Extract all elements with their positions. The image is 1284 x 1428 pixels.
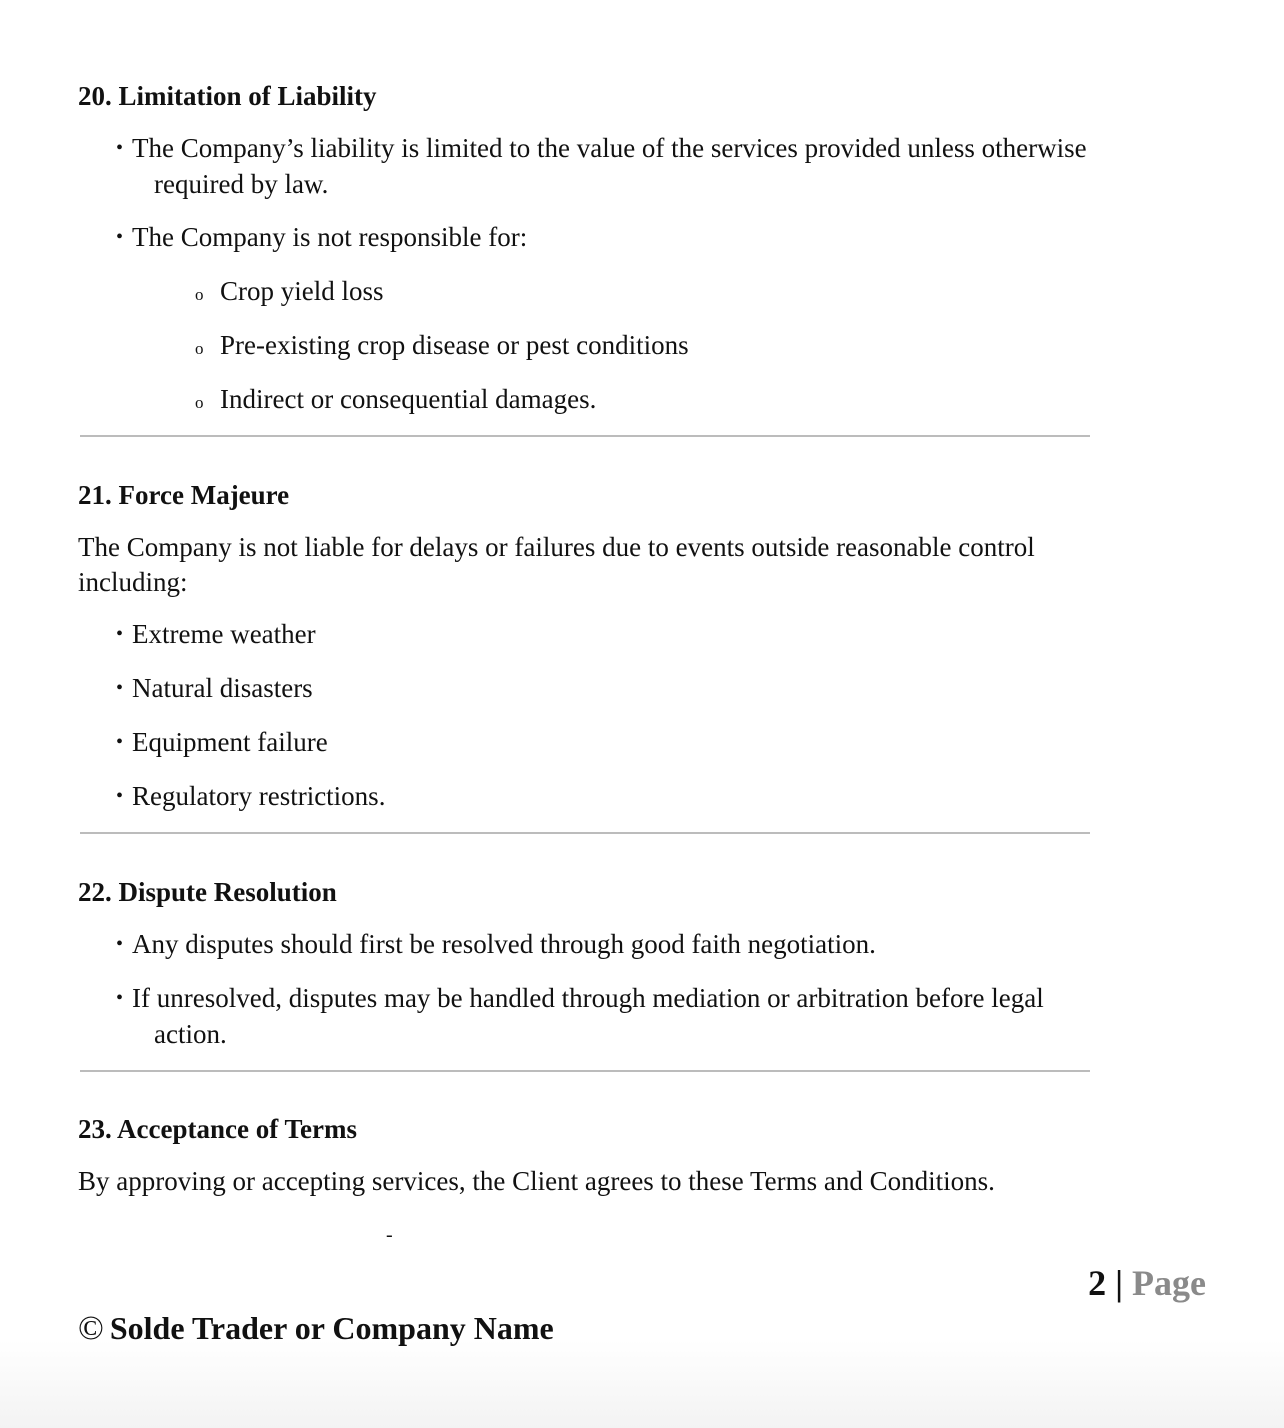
- section-21-intro-line1: The Company is not liable for delays or failures due to events outside reasonable control: [78, 532, 1035, 562]
- list-item-text: Regulatory restrictions.: [132, 781, 386, 811]
- list-item-text: The Company is not responsible for:: [132, 222, 528, 252]
- bullet-icon: •: [116, 137, 124, 159]
- list-item: [116, 670, 1196, 706]
- section-divider: [80, 435, 1090, 437]
- list-item-text: The Company’s liability is limited to the value of the services provided unless otherwise: [132, 133, 1087, 163]
- footer-company: [78, 1310, 554, 1348]
- section-21-intro-line2: including:: [78, 567, 188, 597]
- list-item-text-continued: action.: [154, 1019, 227, 1049]
- sub-list-item: [195, 273, 384, 313]
- section-21-heading: 21. Force Majeure: [78, 480, 290, 510]
- sub-list-item-text: Pre-existing crop disease or pest conditions: [220, 330, 689, 360]
- section-22-heading: 22. Dispute Resolution: [78, 877, 337, 907]
- bullet-icon: •: [116, 933, 124, 955]
- page-number-value: 2: [1088, 1263, 1107, 1303]
- circle-bullet-icon: o: [195, 339, 204, 358]
- list-item: [116, 926, 1196, 962]
- bullet-icon: •: [116, 677, 124, 699]
- list-item: [116, 130, 1196, 202]
- section-20-heading: 20. Limitation of Liability: [78, 81, 377, 111]
- list-item-text: If unresolved, disputes may be handled through mediation or arbitration before legal: [132, 983, 1044, 1013]
- copyright-icon: ©: [78, 1310, 104, 1347]
- sub-list-item: [195, 327, 689, 367]
- bullet-icon: •: [116, 731, 124, 753]
- list-item-text-continued: required by law.: [154, 169, 329, 199]
- page-number-label: Page: [1132, 1263, 1206, 1303]
- bullet-icon: •: [116, 785, 124, 807]
- section-23-body: By approving or accepting services, the Client agrees to these Terms and Conditions.: [78, 1166, 995, 1196]
- circle-bullet-icon: o: [195, 393, 204, 412]
- list-item-text: Extreme weather: [132, 619, 316, 649]
- stray-dash: -: [386, 1224, 393, 1246]
- sub-list-item-text: Indirect or consequential damages.: [220, 384, 597, 414]
- list-item: [116, 724, 1196, 760]
- list-item-text: Natural disasters: [132, 673, 313, 703]
- page-number: [1088, 1262, 1206, 1304]
- section-divider: [80, 1070, 1090, 1072]
- list-item: [116, 219, 1196, 255]
- circle-bullet-icon: o: [195, 285, 204, 304]
- footer-company-name: Solde Trader or Company Name: [109, 1310, 554, 1346]
- bullet-icon: •: [116, 623, 124, 645]
- list-item: [116, 616, 1196, 652]
- list-item: [116, 980, 1196, 1052]
- list-item-text: Any disputes should first be resolved through good faith negotiation.: [132, 929, 876, 959]
- sub-list-item: [195, 381, 596, 421]
- bullet-icon: •: [116, 987, 124, 1009]
- page-number-separator: |: [1115, 1263, 1124, 1303]
- section-23-heading: 23. Acceptance of Terms: [78, 1114, 357, 1144]
- sub-list-item-text: Crop yield loss: [220, 276, 384, 306]
- bullet-icon: •: [116, 226, 124, 248]
- list-item-text: Equipment failure: [132, 727, 328, 757]
- section-divider: [80, 832, 1090, 834]
- list-item: [116, 778, 1196, 814]
